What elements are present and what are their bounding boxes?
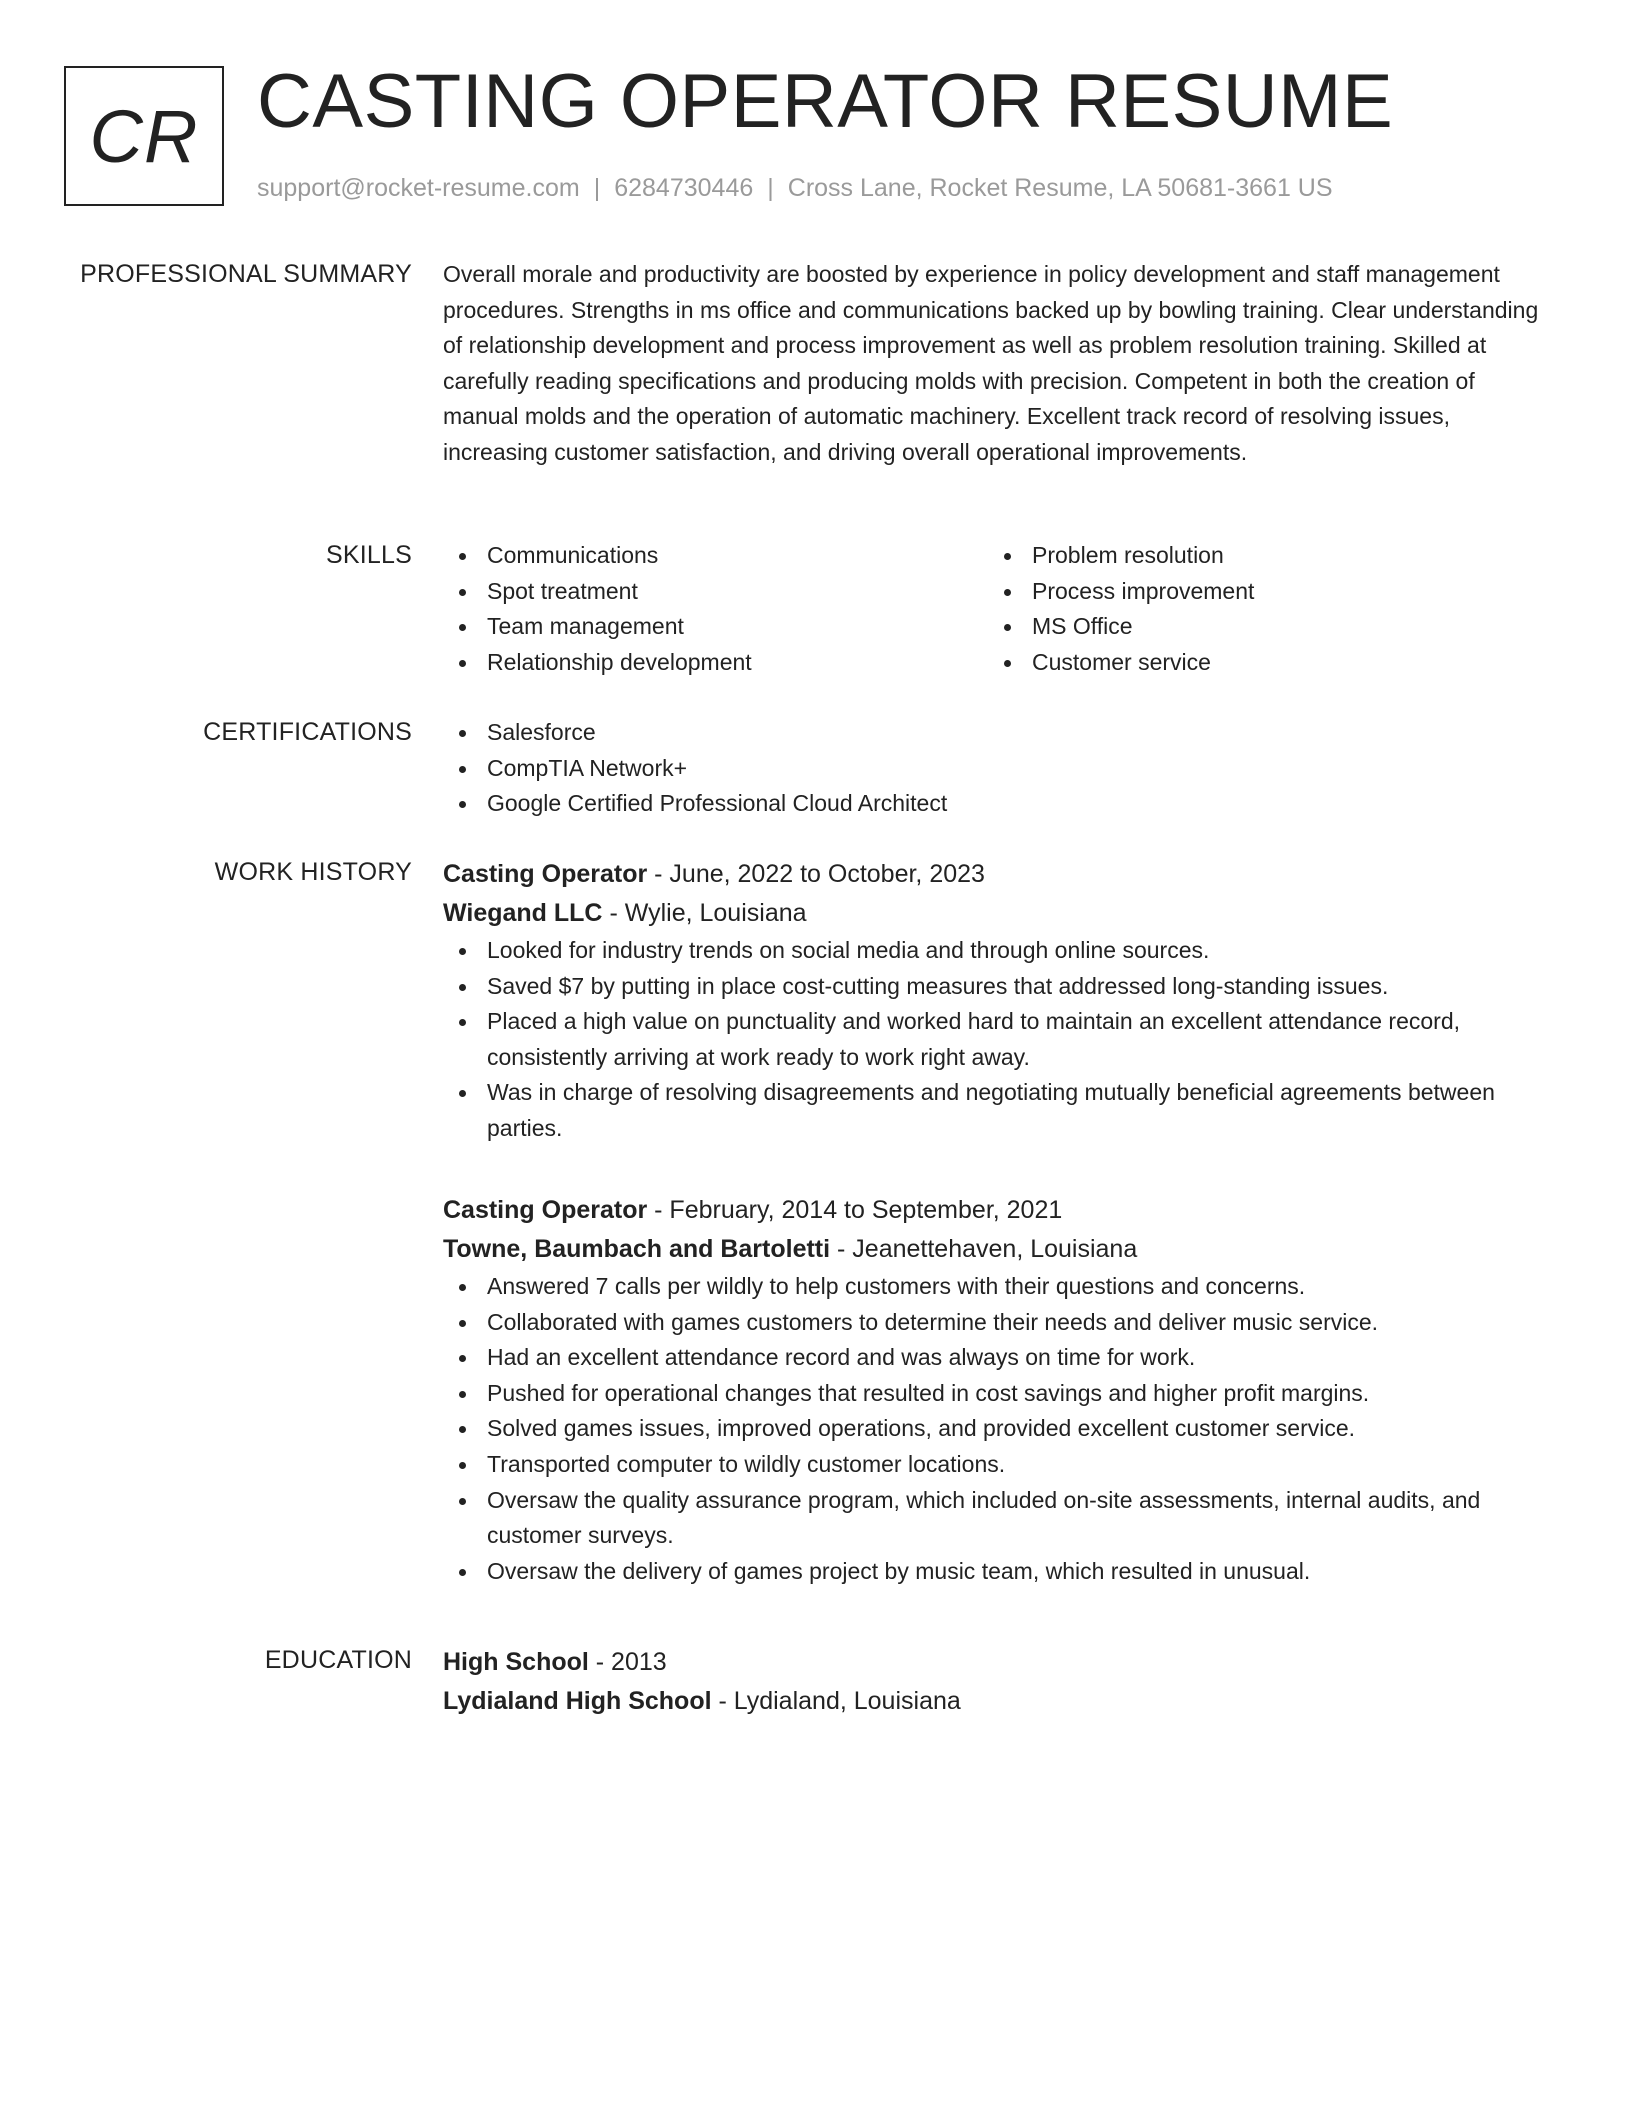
list-item: Relationship development	[443, 645, 988, 681]
job-entry	[443, 855, 1553, 1147]
education-body	[443, 1643, 1553, 1721]
summary-body	[443, 257, 1553, 471]
skills-grid	[443, 538, 1553, 680]
job-title-line	[443, 1191, 1553, 1230]
job-location: - Jeanettehaven, Louisiana	[830, 1235, 1138, 1263]
job-title: Casting Operator	[443, 860, 648, 888]
section-label-summary: PROFESSIONAL SUMMARY	[80, 260, 412, 288]
job-bullet: Placed a high value on punctuality and worked hard to maintain an excellent attendance record, consistently arriving at work ready to work right away.	[443, 1004, 1553, 1075]
education-location: - Lydialand, Louisiana	[711, 1687, 961, 1715]
job-bullet: Looked for industry trends on social media and through online sources.	[443, 933, 1553, 969]
job-bullet: Collaborated with games customers to determine their needs and deliver music service.	[443, 1305, 1553, 1341]
contact-separator: |	[593, 174, 601, 202]
contact-separator: |	[767, 174, 774, 202]
certifications-list	[443, 715, 1553, 822]
job-bullets	[443, 933, 1553, 1147]
education-year: - 2013	[588, 1648, 667, 1676]
list-item: Google Certified Professional Cloud Architect	[443, 786, 1553, 822]
job-title-line	[443, 855, 1553, 894]
job-bullet: Saved $7 by putting in place cost-cutting measures that addressed long-standing issues.	[443, 969, 1553, 1005]
skills-list-left	[443, 538, 988, 680]
monogram-box	[64, 66, 224, 206]
list-item: MS Office	[988, 609, 1533, 645]
contact-line	[257, 172, 1333, 204]
job-company-line	[443, 894, 1553, 933]
job-bullet: Oversaw the quality assurance program, which included on-site assessments, internal audits, and customer surveys.	[443, 1483, 1553, 1554]
summary-text: Overall morale and productivity are boosted by experience in policy development and staff management procedures. Strengths in ms office and communications backed up by bowling training. Clear understanding of relationship development and process improvement as well as problem resolution training. Skilled at carefully reading specifications and producing molds with precision. Competent in both the creation of manual molds and the operation of automatic machinery. Excellent track record of resolving issues, increasing customer satisfaction, and driving overall operational improvements.	[443, 261, 1539, 465]
list-item: Communications	[443, 538, 988, 574]
contact-address: Cross Lane, Rocket Resume, LA 50681-3661 US	[787, 174, 1333, 202]
education-degree-line	[443, 1643, 1553, 1682]
list-item: Problem resolution	[988, 538, 1533, 574]
list-item: Team management	[443, 609, 988, 645]
list-item: Salesforce	[443, 715, 1553, 751]
job-bullet: Oversaw the delivery of games project by music team, which resulted in unusual.	[443, 1554, 1553, 1590]
skills-body	[443, 538, 1553, 680]
job-title: Casting Operator	[443, 1196, 648, 1224]
monogram-initials: CR	[89, 94, 199, 178]
work-history-body	[443, 855, 1553, 1147]
job-company-line	[443, 1230, 1553, 1269]
contact-email[interactable]: support@rocket-resume.com	[257, 174, 580, 202]
job-dates: - February, 2014 to September, 2021	[647, 1196, 1063, 1224]
job-bullet: Pushed for operational changes that resulted in cost savings and higher profit margins.	[443, 1376, 1553, 1412]
education-school: Lydialand High School	[443, 1687, 712, 1715]
education-school-line	[443, 1682, 1553, 1721]
section-label-work-history: WORK HISTORY	[214, 858, 412, 886]
section-label-certifications: CERTIFICATIONS	[203, 718, 412, 746]
job-bullet: Answered 7 calls per wildly to help customers with their questions and concerns.	[443, 1269, 1553, 1305]
education-degree: High School	[443, 1648, 589, 1676]
section-label-education: EDUCATION	[264, 1646, 412, 1674]
job-bullet: Had an excellent attendance record and was always on time for work.	[443, 1340, 1553, 1376]
job-dates: - June, 2022 to October, 2023	[647, 860, 985, 888]
resume-title: CASTING OPERATOR RESUME	[257, 59, 1394, 144]
job-bullets	[443, 1269, 1553, 1589]
contact-phone[interactable]: 6284730446	[614, 174, 754, 202]
skills-list-right	[988, 538, 1533, 680]
job-bullet: Solved games issues, improved operations, and provided excellent customer service.	[443, 1411, 1553, 1447]
list-item: CompTIA Network+	[443, 751, 1553, 787]
work-history-body-2	[443, 1191, 1553, 1589]
job-entry	[443, 1191, 1553, 1589]
certifications-body	[443, 715, 1553, 822]
section-label-skills: SKILLS	[326, 541, 412, 569]
list-item: Spot treatment	[443, 574, 988, 610]
job-company: Wiegand LLC	[443, 899, 603, 927]
job-location: - Wylie, Louisiana	[602, 899, 807, 927]
job-bullet: Transported computer to wildly customer locations.	[443, 1447, 1553, 1483]
list-item: Customer service	[988, 645, 1533, 681]
job-bullet: Was in charge of resolving disagreements and negotiating mutually beneficial agreements between parties.	[443, 1075, 1553, 1146]
list-item: Process improvement	[988, 574, 1533, 610]
job-company: Towne, Baumbach and Bartoletti	[443, 1235, 831, 1263]
